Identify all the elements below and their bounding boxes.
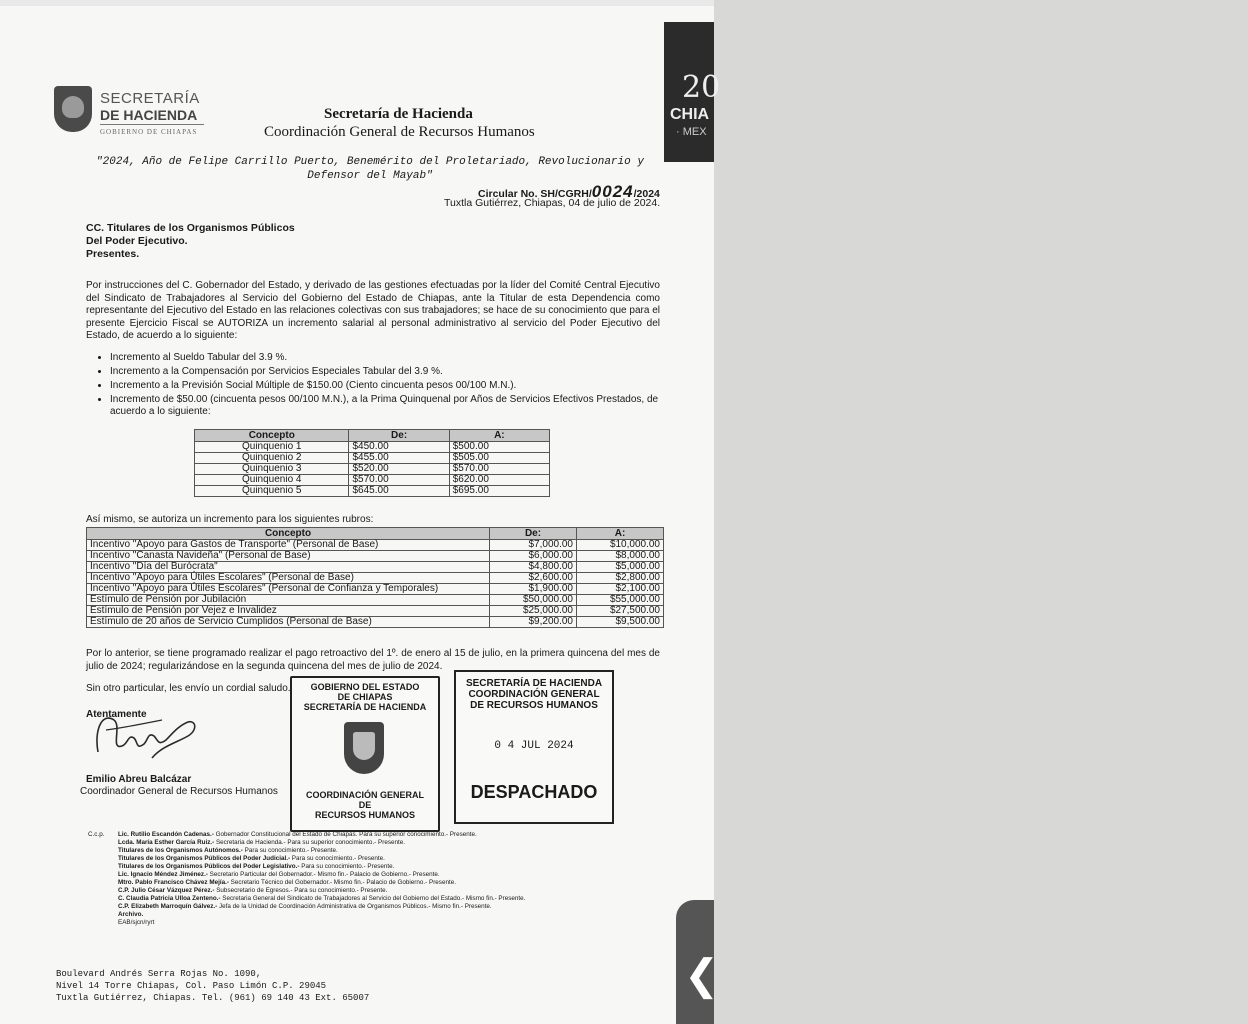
table-row bbox=[87, 584, 664, 595]
farewell: Atentamente bbox=[86, 709, 147, 720]
table-cell: $505.00 bbox=[449, 453, 549, 464]
ccp-text: Gobernador Constitucional del Estado de Chiapas. Para su superior conocimiento.- Presente. bbox=[213, 831, 477, 838]
table-header: Concepto bbox=[195, 430, 349, 442]
stamp-text: COORDINACIÓN GENERAL bbox=[468, 689, 600, 700]
stamp-text: DE RECURSOS HUMANOS bbox=[470, 700, 598, 711]
table-row bbox=[87, 606, 664, 617]
table-cell: $4,800.00 bbox=[490, 562, 577, 573]
ccp-name: C. Claudia Patricia Ulloa Zenteno.- bbox=[118, 895, 221, 902]
table-row bbox=[195, 486, 550, 497]
table-cell: $645.00 bbox=[349, 486, 449, 497]
table-cell: $50,000.00 bbox=[490, 595, 577, 606]
table-cell: $2,600.00 bbox=[490, 573, 577, 584]
addressee-line3: Presentes. bbox=[86, 248, 140, 260]
signatory-role: Coordinador General de Recursos Humanos bbox=[80, 786, 278, 797]
table-cell: Estímulo de Pensión por Vejez e Invalidez bbox=[87, 606, 490, 617]
footer-address bbox=[56, 968, 369, 1004]
ccp-text: Secretario Particular del Gobernador.- Mismo fin.- Palacio de Gobierno.- Presente. bbox=[207, 871, 440, 878]
viewer-top-bar bbox=[0, 0, 714, 6]
circular-handwritten-number: 0024 bbox=[591, 182, 634, 201]
place-date: Tuxtla Gutiérrez, Chiapas, 04 de julio de 2024. bbox=[444, 197, 661, 209]
intro-paragraph: Por instrucciones del C. Gobernador del Estado, y derivado de las gestiones efectuadas por la líder del Comité Central Ejecutivo del Sindicato de Trabajadores al Servicio del Gobierno del Estado de Chiapas, ante la Titular de esta Dependencia como representante del Ejecutivo del Estado en las relaciones colectivas con sus trabajadores; se hace de su conocimiento que para el presente Ejercicio Fiscal se AUTORIZA un incremento salarial al personal administrativo al servicio del Poder Ejecutivo del Estado, de acuerdo a lo siguiente: bbox=[86, 280, 660, 341]
table-cell: $455.00 bbox=[349, 453, 449, 464]
stamp-date: 0 4 JUL 2024 bbox=[494, 740, 574, 752]
stamp-bottom bbox=[292, 790, 438, 820]
table-row bbox=[87, 540, 664, 551]
table-header-row bbox=[195, 430, 550, 442]
bullet-item: • Incremento al Sueldo Tabular del 3.9 %. bbox=[110, 352, 660, 364]
ccp-name: Lic. Ignacio Méndez Jiménez.- bbox=[118, 871, 208, 878]
table-cell: $10,000.00 bbox=[577, 540, 664, 551]
list-item bbox=[118, 887, 525, 895]
table-cell: $570.00 bbox=[349, 475, 449, 486]
logo-line2: DE HACIENDA bbox=[100, 107, 198, 123]
table-cell: $55,000.00 bbox=[577, 595, 664, 606]
ccp-text: Para su conocimiento.- Presente. bbox=[290, 855, 385, 862]
table-cell: $9,200.00 bbox=[490, 617, 577, 628]
footer-line: Boulevard Andrés Serra Rojas No. 1090, bbox=[56, 969, 262, 979]
stamp-text: RECURSOS HUMANOS bbox=[314, 810, 415, 820]
table-row bbox=[87, 617, 664, 628]
list-item bbox=[118, 855, 525, 863]
list-item bbox=[118, 839, 525, 847]
bullet-item: • Incremento a la Compensación por Servicios Especiales Tabular del 3.9 %. bbox=[110, 366, 660, 378]
table-row bbox=[195, 464, 550, 475]
table-cell: Incentivo "Apoyo para Útiles Escolares" (Personal de Confianza y Temporales) bbox=[87, 584, 490, 595]
list-item bbox=[118, 903, 525, 911]
ccp-name: Lcda. María Esther García Ruiz.- bbox=[118, 839, 215, 846]
table-cell: $500.00 bbox=[449, 442, 549, 453]
ccp-text: Secretario Técnico del Gobernador.- Mismo fin.- Palacio de Gobierno.- Presente. bbox=[228, 879, 456, 886]
table-row bbox=[87, 573, 664, 584]
list-item bbox=[118, 847, 525, 855]
list-item bbox=[118, 863, 525, 871]
logo-line3: GOBIERNO DE CHIAPAS bbox=[100, 128, 198, 136]
table-header: De: bbox=[349, 430, 449, 442]
stamp-status: DESPACHADO bbox=[470, 782, 598, 802]
para-rubros: Así mismo, se autoriza un incremento para los siguientes rubros: bbox=[86, 514, 374, 525]
table-cell: Quinquenio 5 bbox=[195, 486, 349, 497]
back-chevron-button[interactable] bbox=[676, 900, 720, 1024]
list-item bbox=[118, 831, 525, 839]
list-item bbox=[118, 911, 525, 919]
ccp-name: Titulares de los Organismos Autónomos.- bbox=[118, 847, 243, 854]
closing-line: Sin otro particular, les envío un cordial saludo. bbox=[86, 683, 291, 694]
list-item bbox=[118, 871, 525, 879]
footer-line: Nivel 14 Torre Chiapas, Col. Paso Limón C.P. 29045 bbox=[56, 981, 327, 991]
chiapas-shield-icon bbox=[54, 86, 92, 132]
table-cell: $27,500.00 bbox=[577, 606, 664, 617]
table-row bbox=[87, 551, 664, 562]
table-cell: $2,800.00 bbox=[577, 573, 664, 584]
stamp-top bbox=[292, 682, 438, 712]
table-cell: Incentivo "Apoyo para Útiles Escolares" (Personal de Base) bbox=[87, 573, 490, 584]
list-item bbox=[118, 895, 525, 903]
stamp-text: GOBIERNO DEL ESTADO bbox=[310, 682, 420, 692]
stamp-header bbox=[456, 678, 612, 711]
ccp-text: Secretaria General del Sindicato de Trabajadores al Servicio del Gobierno del Estado.- Mismo fin.- Presente. bbox=[220, 895, 526, 902]
ccp-rows bbox=[118, 831, 525, 927]
table-row bbox=[195, 453, 550, 464]
bullet-item: • Incremento a la Previsión Social Múltiple de $150.00 (Ciento cincuenta pesos 00/100 M.N.). bbox=[110, 380, 660, 392]
table-cell: Estímulo de Pensión por Jubilación bbox=[87, 595, 490, 606]
table-cell: $7,000.00 bbox=[490, 540, 577, 551]
table-cell: $25,000.00 bbox=[490, 606, 577, 617]
table-header: A: bbox=[449, 430, 549, 442]
stamp-text: DE bbox=[358, 800, 372, 810]
table-header: De: bbox=[490, 528, 577, 540]
ccp-text: Jefa de la Unidad de Coordinación Administrativa de Organismos Públicos.- Mismo fin.- Presente. bbox=[217, 903, 492, 910]
ccp-name: Lic. Rutilio Escandón Cadenas.- bbox=[118, 831, 214, 838]
stamp-text: SECRETARÍA DE HACIENDA bbox=[465, 678, 603, 689]
year-motto: "2024, Año de Felipe Carrillo Puerto, Benemérito del Proletariado, Revolucionario y Defensor del Mayab" bbox=[96, 156, 644, 182]
addressee-line1: CC. Titulares de los Organismos Públicos bbox=[86, 222, 295, 234]
table-cell: $2,100.00 bbox=[577, 584, 664, 595]
ccp-text: EAB/sjcn/ryrt bbox=[118, 919, 155, 926]
rubros-table bbox=[86, 527, 664, 628]
document-title: Secretaría de Hacienda bbox=[324, 106, 473, 122]
stamp-text: COORDINACIÓN GENERAL bbox=[305, 790, 424, 800]
table-cell: $450.00 bbox=[349, 442, 449, 453]
table-cell: $8,000.00 bbox=[577, 551, 664, 562]
table-cell: Quinquenio 3 bbox=[195, 464, 349, 475]
table-cell: Quinquenio 1 bbox=[195, 442, 349, 453]
handwritten-signature bbox=[92, 700, 202, 770]
table-cell: Quinquenio 4 bbox=[195, 475, 349, 486]
table-row bbox=[195, 475, 550, 486]
ccp-text: Para su conocimiento.- Presente. bbox=[299, 863, 395, 870]
logo-divider bbox=[100, 124, 204, 125]
table-row bbox=[195, 442, 550, 453]
dispatched-stamp bbox=[454, 670, 614, 824]
list-item bbox=[118, 919, 525, 927]
ccp-text: Para su conocimiento.- Presente. bbox=[242, 847, 338, 854]
addressee bbox=[86, 222, 295, 261]
addressee-line2: Del Poder Ejecutivo. bbox=[86, 235, 188, 247]
side-text: CHIA bbox=[670, 106, 710, 123]
circular-suffix: /2024 bbox=[633, 188, 660, 200]
ccp-text: Subsecretario de Egresos.- Para su conocimiento.- Presente. bbox=[214, 887, 388, 894]
chevron-left-icon: ❮ bbox=[684, 951, 720, 998]
document-subtitle: Coordinación General de Recursos Humanos bbox=[264, 124, 535, 140]
ccp-name: Titulares de los Organismos Públicos del Poder Judicial.- bbox=[118, 855, 291, 862]
table-header: A: bbox=[577, 528, 664, 540]
logo-line1: SECRETARÍA bbox=[100, 90, 200, 107]
bullet-list bbox=[92, 352, 660, 420]
ccp-name: Titulares de los Organismos Públicos del Poder Legislativo.- bbox=[118, 863, 300, 870]
bullet-item: • Incremento de $50.00 (cincuenta pesos 00/100 M.N.), a la Prima Quinquenal por Años de Servicios Efectivos Prestados, de acuerdo a lo siguiente: bbox=[110, 394, 660, 418]
side-logo-panel bbox=[664, 22, 721, 162]
table-cell: $695.00 bbox=[449, 486, 549, 497]
ccp-name: C.P. Julio César Vázquez Pérez.- bbox=[118, 887, 215, 894]
ccp-name: Archivo. bbox=[118, 911, 144, 918]
table-cell: $9,500.00 bbox=[577, 617, 664, 628]
side-year: 20 bbox=[682, 70, 721, 105]
list-item bbox=[118, 879, 525, 887]
table-cell: $6,000.00 bbox=[490, 551, 577, 562]
table-row bbox=[87, 562, 664, 573]
table-cell: Incentivo "Día del Burócrata" bbox=[87, 562, 490, 573]
table-cell: $5,000.00 bbox=[577, 562, 664, 573]
table-header-row bbox=[87, 528, 664, 540]
stamp-text: SECRETARÍA DE HACIENDA bbox=[303, 702, 427, 712]
table-cell: Incentivo "Canasta Navideña" (Personal de Base) bbox=[87, 551, 490, 562]
para-retroactive: Por lo anterior, se tiene programado realizar el pago retroactivo del 1º. de enero al 15 de julio, en la primera quincena del mes de julio de 2024; regularizándose en la segunda quincena del mes de julio de 2024. bbox=[86, 648, 660, 672]
footer-line: Tuxtla Gutiérrez, Chiapas. Tel. (961) 69 140 43 Ext. 65007 bbox=[56, 993, 370, 1003]
ccp-text: Secretaria de Hacienda.- Para su superior conocimiento.- Presente. bbox=[214, 839, 405, 846]
stamp-text: DE CHIAPAS bbox=[337, 692, 393, 702]
crest-icon bbox=[344, 722, 384, 774]
circular-prefix: Circular No. SH/CGRH/ bbox=[478, 188, 592, 200]
table-row bbox=[87, 595, 664, 606]
ccp-label: C.c.p. bbox=[88, 831, 105, 838]
table-cell: $620.00 bbox=[449, 475, 549, 486]
table-cell: $520.00 bbox=[349, 464, 449, 475]
table-cell: $1,900.00 bbox=[490, 584, 577, 595]
table-cell: Quinquenio 2 bbox=[195, 453, 349, 464]
table-cell: Incentivo "Apoyo para Gastos de Transporte" (Personal de Base) bbox=[87, 540, 490, 551]
side-small: · MEX bbox=[676, 126, 707, 138]
table-header: Concepto bbox=[87, 528, 490, 540]
ccp-name: Mtro. Pablo Francisco Chávez Mejía.- bbox=[118, 879, 229, 886]
table-cell: $570.00 bbox=[449, 464, 549, 475]
ccp-name: C.P. Elizabeth Marroquín Gálvez.- bbox=[118, 903, 218, 910]
table-cell: Estímulo de 20 años de Servicio Cumplidos (Personal de Base) bbox=[87, 617, 490, 628]
government-seal-stamp bbox=[290, 676, 440, 832]
quinquenio-table bbox=[194, 429, 550, 497]
signatory-name: Emilio Abreu Balcázar bbox=[86, 774, 192, 785]
